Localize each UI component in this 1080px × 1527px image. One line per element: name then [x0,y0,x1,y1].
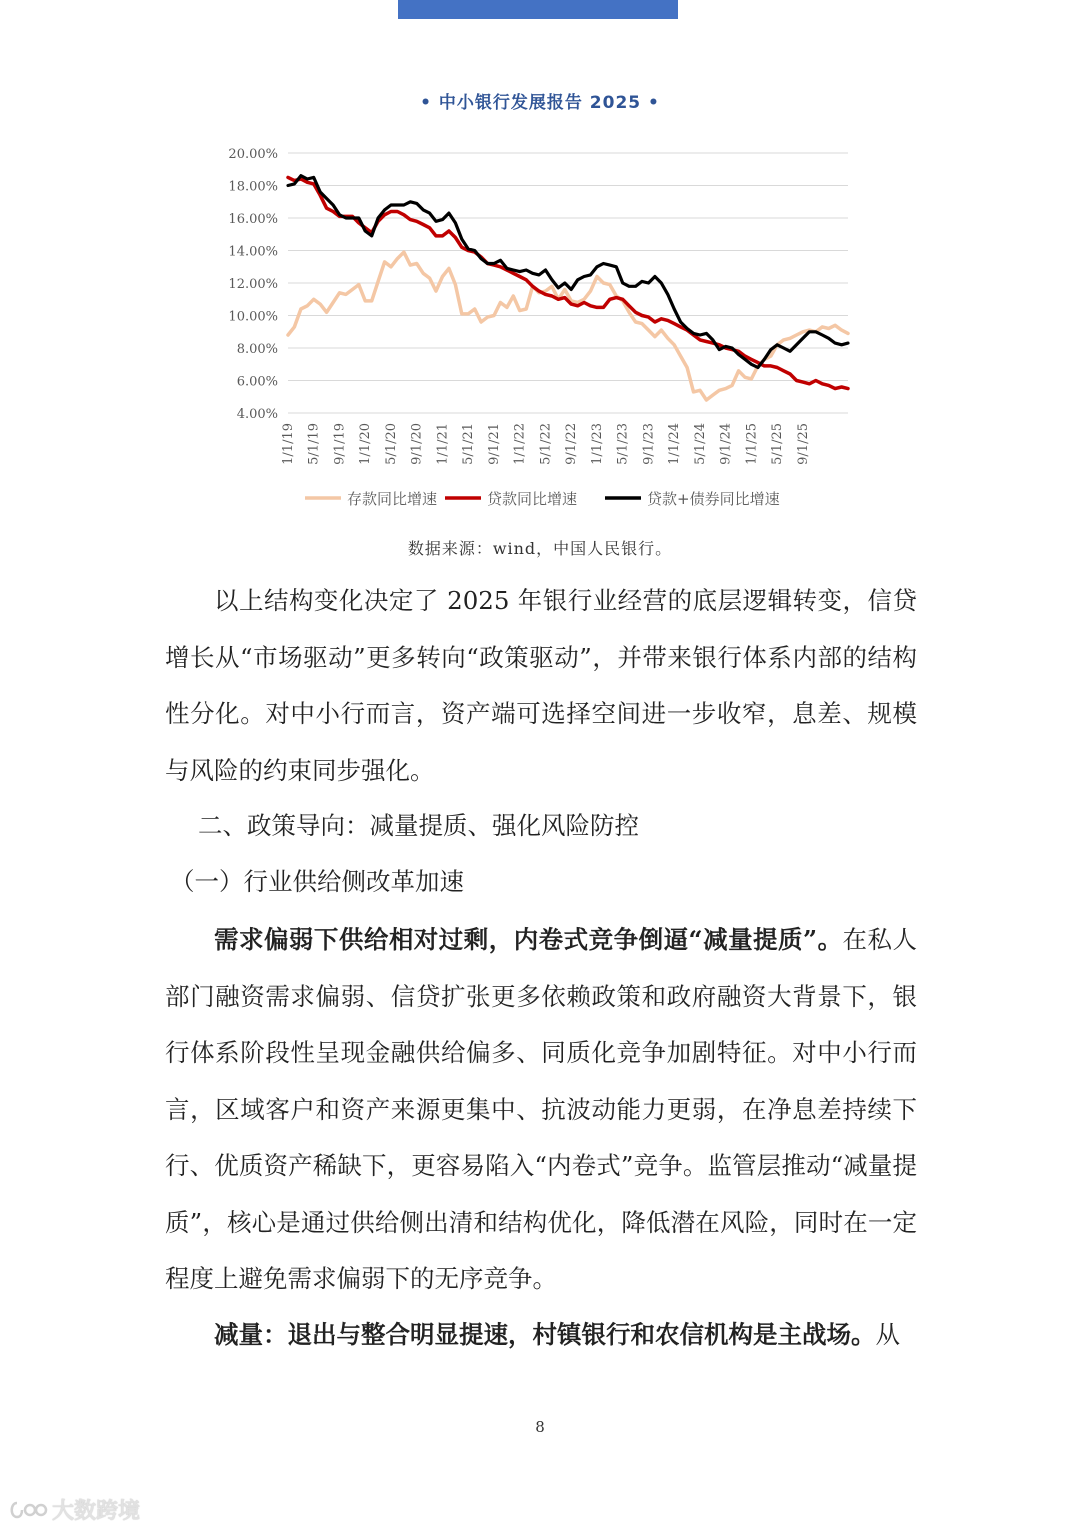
chart-legend [305,490,780,508]
x-tick-label: 1/1/24 [667,423,683,465]
x-tick-label: 9/1/21 [486,423,502,465]
x-tick-label: 1/1/25 [744,423,760,465]
running-header: • 中小银行发展报告 2025 • [420,93,660,113]
x-tick-label: 1/1/19 [281,423,296,465]
series-line-1 [288,252,848,400]
paragraph-lead-bold: 减量：退出与整合明显提速，村镇银行和农信机构是主战场。 [214,1320,876,1349]
paragraph-lead-bold: 需求偏弱下供给相对过剩，内卷式竞争倒逼“减量提质”。 [214,925,843,954]
x-tick-label: 5/1/22 [538,423,554,465]
y-tick-label: 4.00% [236,407,278,422]
y-tick-label: 8.00% [236,342,278,357]
y-axis-ticks [228,147,278,422]
x-tick-label: 1/1/23 [589,423,605,465]
x-tick-label: 9/1/19 [332,423,348,465]
watermark [8,1494,140,1525]
chart-series [288,176,848,400]
x-tick-label: 1/1/20 [358,423,374,465]
x-tick-label: 9/1/22 [564,423,580,465]
x-tick-label: 1/1/22 [512,423,528,465]
x-tick-label: 5/1/25 [770,423,786,465]
x-tick-label: 5/1/23 [615,423,631,465]
paragraph-reduce-improve [165,912,917,1308]
chart-grid [288,153,848,413]
paragraph-body: 从 [875,1320,900,1349]
page-number: 8 [535,1418,545,1436]
subsection-heading-supply-reform: （一）行业供给侧改革加速 [170,867,464,896]
x-tick-label: 5/1/19 [306,423,322,465]
y-tick-label: 6.00% [236,374,278,390]
y-tick-label: 12.00% [228,277,278,292]
legend-label: 贷款同比增速 [487,490,578,508]
paragraph-body: 在私人部门融资需求偏弱、信贷扩张更多依赖政策和政府融资大背景下，银行体系阶段性呈现金融供给偏多、同质化竞争加剧特征。对中小行而言，区域客户和资产来源更集中、抗波动能力更弱，在净息差持续下行、优质资产稀缺下，更容易陷入“内卷式”竞争。监管层推动“减量提质”，核心是通过供给侧出清和结构优化，降低潜在风险，同时在一定程度上避免需求偏弱下的无序竞争。 [165,925,917,1293]
x-tick-label: 9/1/24 [718,423,734,465]
x-tick-label: 5/1/21 [461,423,477,465]
x-tick-label: 9/1/23 [641,423,657,465]
watermark-text: 大数跨境 [52,1499,141,1524]
header-accent-bar [398,0,678,19]
chart-source-note: 数据来源：wind，中国人民银行。 [407,539,673,558]
x-tick-label: 1/1/21 [435,423,451,465]
x-tick-label: 9/1/20 [409,423,425,465]
y-tick-label: 10.00% [228,309,278,325]
x-tick-label: 9/1/25 [795,423,811,465]
paragraph-structure-change: 以上结构变化决定了 2025 年银行业经营的底层逻辑转变，信贷增长从“市场驱动”更多转向“政策驱动”，并带来银行体系内部的结构性分化。对中小行而言，资产端可选择空间进一步收窄，息差、规模与风险的约束同步强化。 [165,586,917,785]
series-line-3 [288,176,848,368]
x-axis-ticks [281,423,811,465]
legend-label: 存款同比增速 [347,490,438,508]
paragraph-reduction [165,1307,917,1364]
y-tick-label: 20.00% [228,147,278,162]
legend-label: 贷款+债券同比增速 [647,490,780,508]
growth-rate-chart [200,135,860,515]
section-heading-policy: 二、政策导向：减量提质、强化风险防控 [198,811,639,840]
y-tick-label: 16.00% [228,212,278,227]
y-tick-label: 14.00% [228,244,278,260]
y-tick-label: 18.00% [228,179,278,195]
watermark-logo-icon [8,1499,48,1521]
x-tick-label: 5/1/24 [692,422,708,465]
x-tick-label: 5/1/20 [383,423,399,465]
